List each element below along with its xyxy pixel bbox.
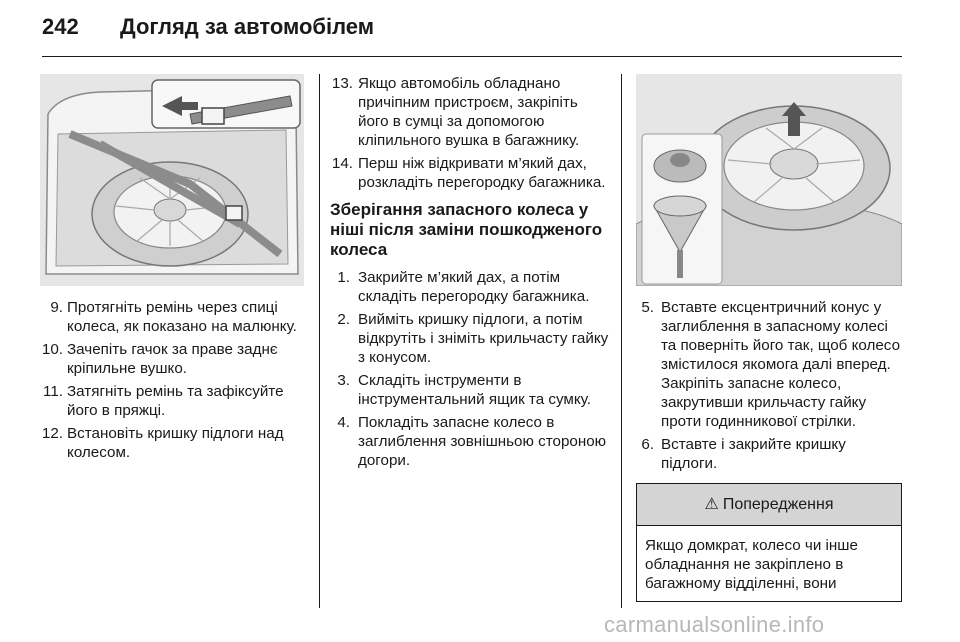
- warning-box: [636, 483, 902, 602]
- column-right: [636, 74, 902, 602]
- warning-title: Попередження: [722, 496, 834, 513]
- column-divider: [621, 74, 622, 608]
- figure-spare-wheel-cone: [636, 74, 902, 286]
- step-number: 12.: [41, 425, 63, 442]
- column-middle: [330, 74, 610, 474]
- steps-list-left: [40, 298, 304, 462]
- step-number: 2.: [337, 311, 350, 328]
- step-number: 9.: [50, 299, 63, 316]
- list-item: [40, 382, 304, 420]
- list-item: [330, 268, 610, 306]
- trunk-strap-illustration: [40, 74, 304, 286]
- step-text: Затягніть ремінь та зафіксуйте його в пряжці.: [67, 383, 284, 419]
- list-item: [40, 340, 304, 378]
- step-number: 11.: [43, 383, 63, 400]
- section-heading: Зберігання запасного колеса у ніші після заміни пошкодженого колеса: [330, 200, 603, 259]
- step-text: Вийміть кришку підлоги, а потім відкрутіть і зніміть крильчасту гайку з конусом.: [358, 311, 609, 366]
- step-number: 10.: [41, 341, 63, 358]
- step-number: 1.: [337, 269, 350, 286]
- step-number: 4.: [337, 414, 350, 431]
- step-text: Вставте і закрийте кришку підлоги.: [661, 436, 846, 472]
- step-number: 13.: [331, 75, 353, 92]
- step-text: Встановіть кришку підлоги над колесом.: [67, 425, 284, 461]
- list-item: [330, 74, 610, 150]
- column-left: [40, 74, 304, 466]
- list-item: [330, 154, 610, 192]
- warning-text: Якщо домкрат, колесо чи інше обладнання не закріплено в багажному відділенні, вони: [645, 537, 858, 592]
- step-number: 14.: [331, 155, 353, 172]
- steps-list-middle: [330, 268, 610, 470]
- step-text: Зачепіть гачок за праве заднє кріпильне вушко.: [67, 341, 278, 377]
- list-item: [636, 298, 902, 431]
- column-divider: [319, 74, 320, 608]
- step-text: Покладіть запасне колесо в заглиблення зовнішньою стороною догори.: [358, 414, 607, 469]
- spare-wheel-cone-illustration: [636, 74, 902, 286]
- step-number: 5.: [641, 299, 654, 316]
- step-number: 3.: [337, 372, 350, 389]
- page-title: Догляд за автомобілем: [120, 14, 375, 39]
- steps-list-right: [636, 298, 902, 473]
- step-text: Протягніть ремінь через спиці колеса, як показано на малюнку.: [67, 299, 297, 335]
- page-header: [42, 14, 902, 56]
- list-item: [330, 413, 610, 470]
- warning-header: [637, 484, 901, 526]
- watermark: carmanualsonline.info: [604, 612, 825, 637]
- step-text: Якщо автомобіль обладнано причіпним пристроєм, закріпіть його в сумці за допомогою кліпильного вушка в багажнику.: [358, 75, 580, 149]
- figure-trunk-strap: [40, 74, 304, 286]
- list-item: [330, 310, 610, 367]
- step-text: Складіть інструменти в інструментальний ящик та сумку.: [358, 372, 591, 408]
- step-text: Вставте ексцентричний конус у заглиблення в запасному колесі та поверніть його так, щоб колесо змістилося якомога далі вперед. Закріпіть запасне колесо, закрутивши крильчасту гайку проти годинникової стрілки.: [661, 299, 901, 430]
- list-item: [636, 435, 902, 473]
- list-item: [40, 298, 304, 336]
- step-text: Закрийте м’який дах, а потім складіть перегородку багажника.: [358, 269, 590, 305]
- step-number: 6.: [641, 436, 654, 453]
- step-text: Перш ніж відкривати м’який дах, розкладіть перегородку багажника.: [358, 155, 606, 191]
- warning-triangle-icon: ⚠: [704, 496, 719, 513]
- page-number: 242: [42, 14, 79, 39]
- header-divider: [42, 56, 902, 57]
- list-item: [40, 424, 304, 462]
- list-item: [330, 371, 610, 409]
